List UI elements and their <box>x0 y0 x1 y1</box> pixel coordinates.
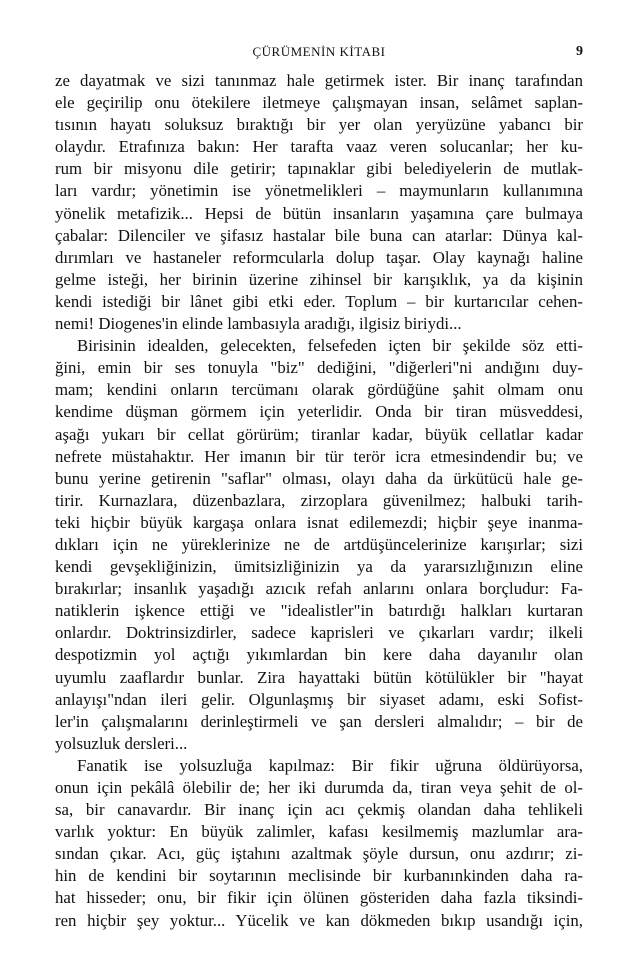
text-line: anlayışı"ndan ileri gelir. Olgunlaşmış bir siyaset adamı, eski Sofist- <box>55 689 583 709</box>
text-line: gelme isteği, her birinin üzerine zihinsel bir karışıklık, ya da kişinin <box>55 269 583 289</box>
text-line: Birisinin idealden, gelecekten, felsefeden içten bir şekilde söz etti- <box>77 336 583 356</box>
text-line: kendime düşman görmem için yeterlidir. Onda bir tiran müsveddesi, <box>55 402 583 422</box>
page-number: 9 <box>576 44 583 59</box>
text-line: yolsuzluk dersleri... <box>55 733 188 753</box>
text-line: aşağı yukarı bir cellat görürüm; tiranlar kadar, büyük cellatlar kadar <box>55 424 583 444</box>
text-line: despotizmin yol açtığı yıkımlardan bin kere daha dayanılır olan <box>55 645 583 665</box>
text-line: hin de kendini bir soytarının meclisinde bir kurbanınkinden daha ra- <box>55 866 583 886</box>
text-line: varlık yoktur: En büyük zalimler, kafası kesilmemiş mazlumlar ara- <box>55 822 583 842</box>
text-line: tısının hayatı soluksuz bıraktığı bir yer olan yeryüzüne yabancı bir <box>55 115 583 135</box>
text-line: olaydır. Etrafınıza bakın: Her tarafta vaaz veren solucanlar; her ku- <box>55 137 583 157</box>
text-line: ğini, emin bir ses tonuyla "biz" dediğini, "diğerleri"ni andığını duy- <box>55 358 583 378</box>
text-line: ze dayatmak ve sizi tanınmaz hale getirmek ister. Bir inanç tarafından <box>55 71 583 90</box>
text-line: ren hiçbir şey yoktur... Yücelik ve kan dökmeden bıkıp usandığı için, <box>55 910 583 930</box>
body-text <box>55 70 583 932</box>
text-line: bunu yerine getirenin "saflar" olması, olayı daha da ürkütücü hale ge- <box>55 468 583 488</box>
text-line: tirir. Kurnazlara, düzenbazlara, zirzoplara güvenilmez; halbuki tarih- <box>55 490 583 510</box>
text-line: ler'in çalışmalarını derinleştirmeli ve şan dersleri almalıdır; – bir de <box>55 711 583 731</box>
text-line: onun için pekâlâ ölebilir de; her iki durumda da, tiran veya şehit de ol- <box>55 778 583 797</box>
text-line: sa, bir canavardır. Bir inanç için acı çekmiş olandan daha tehlikeli <box>55 800 583 820</box>
text-line: ele geçirilip onu ötekilere iletmeye çalışmayan insan, selâmet saplan- <box>55 93 583 113</box>
text-line: uyumlu zaaflardır bunlar. Zira hayattaki bütün kötülükler bir "hayat <box>55 667 583 687</box>
text-line: yönelik metafizik... Hepsi de bütün insanların yaşamına çare bulmaya <box>55 203 583 223</box>
text-line: nefrete müstahaktır. Her imanın bir tür terör icra etmesindendir bu; ve <box>55 446 583 466</box>
text-line: natiklerin işkence ettiği ve "idealistler"in batırdığı halkları kurtaran <box>55 601 583 621</box>
text-line: dıkları için ne yüreklerinize ne de artdüşüncelerinize karışırlar; sizi <box>55 534 583 554</box>
text-line: Fanatik ise yolsuzluğa kapılmaz: Bir fikir uğruna öldürüyorsa, <box>77 755 583 775</box>
text-line: ları vardır; yönetimin ise yönetmelikleri – maymunların kullanımına <box>55 181 583 201</box>
running-title: ÇÜRÜMENİN KİTABI <box>252 44 386 59</box>
text-line: kendi istediği bir lânet gibi etki eder. Toplum – bir kurtarıcılar cehen- <box>55 291 583 311</box>
text-line: dırımları ve hastaneler reformcularla dolup taşar. Olay kaynağı haline <box>55 247 583 267</box>
page-header <box>55 44 583 64</box>
text-line: sından çıkar. Acı, güç iştahını azaltmak şöyle dursun, onu azdırır; zi- <box>55 844 583 864</box>
text-line: teki hiçbir büyük kargaşa onlara isnat edilemezdi; hiçbir şeye inanma- <box>55 512 583 532</box>
text-line: rum bir misyonu dile getirir; tapınaklar gibi belediyelerin de mutlak- <box>55 159 583 179</box>
text-line: mam; kendini onların tercümanı olarak gördüğüne şahit olmam onu <box>55 380 583 400</box>
text-line: çabalar: Dilenciler ve şifasız hastalar bile buna can atarlar: Dünya kal- <box>55 225 583 245</box>
text-line: hat hisseder; onu, bir fikir için ölünen gösteriden daha fazla tiksindi- <box>55 888 583 908</box>
text-line: nemi! Diogenes'in elinde lambasıyla aradığı, ilgisiz biriydi... <box>55 314 462 334</box>
text-line: onlardır. Doktrinsizdirler, sadece kaprisleri ve çıkarları vardır; ilkeli <box>55 623 583 643</box>
text-line: bırakırlar; insanlık yaşadığı azıcık refah anlarını onlara borçludur: Fa- <box>55 579 583 599</box>
text-line: kendi gevşekliğinizin, ümitsizliğinizin ya da yararsızlığınızın eline <box>55 557 583 577</box>
